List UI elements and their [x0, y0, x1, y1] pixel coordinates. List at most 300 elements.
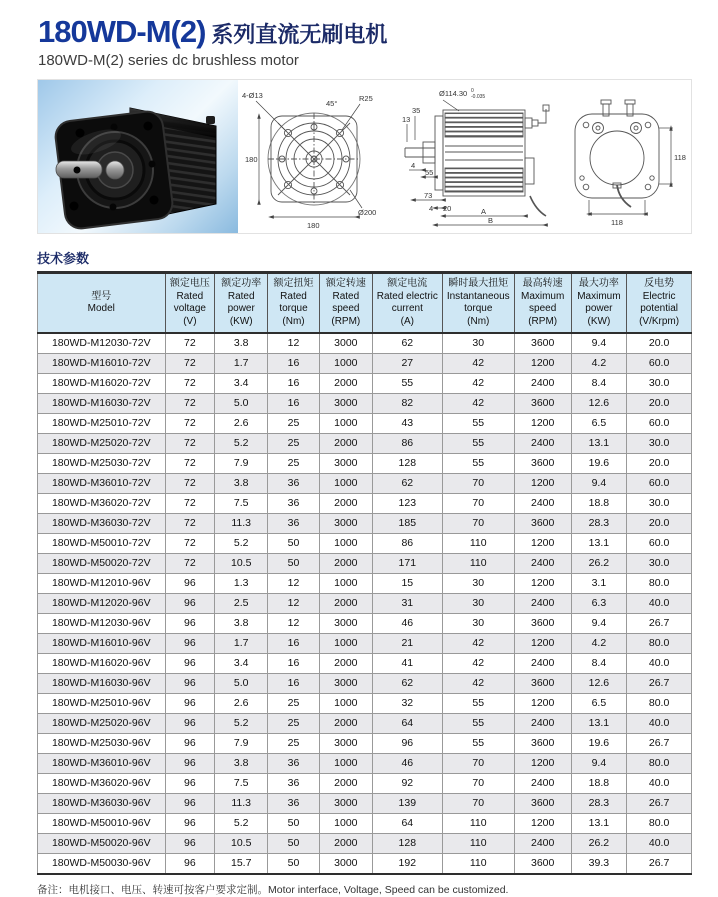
value-cell: 42: [442, 674, 514, 694]
model-cell: 180WD-M16030-96V: [38, 674, 166, 694]
value-cell: 10.5: [215, 834, 268, 854]
value-cell: 55: [442, 454, 514, 474]
value-cell: 40.0: [627, 594, 692, 614]
value-cell: 5.2: [215, 434, 268, 454]
value-cell: 2000: [319, 494, 372, 514]
table-head-row: [38, 273, 692, 334]
value-cell: 3.1: [571, 574, 627, 594]
model-cell: 180WD-M36010-72V: [38, 474, 166, 494]
value-cell: 86: [372, 434, 442, 454]
value-cell: 3000: [319, 454, 372, 474]
value-cell: 1000: [319, 414, 372, 434]
table-row: [38, 394, 692, 414]
table-row: [38, 614, 692, 634]
table-row: [38, 494, 692, 514]
value-cell: 20.0: [627, 454, 692, 474]
value-cell: 96: [165, 714, 215, 734]
value-cell: 185: [372, 514, 442, 534]
value-cell: 3.8: [215, 754, 268, 774]
value-cell: 13.1: [571, 534, 627, 554]
table-row: [38, 333, 692, 354]
value-cell: 1200: [514, 694, 571, 714]
product-figure-strip: [37, 79, 692, 234]
value-cell: 1200: [514, 414, 571, 434]
value-cell: 3000: [319, 674, 372, 694]
value-cell: 25: [268, 454, 320, 474]
dim-label: 55: [425, 168, 434, 177]
value-cell: 2400: [514, 774, 571, 794]
value-cell: 30: [442, 594, 514, 614]
value-cell: 70: [442, 474, 514, 494]
value-cell: 30.0: [627, 374, 692, 394]
dim-label: B: [488, 216, 494, 225]
footnote: 备注：电机接口、电压、转速可按客户要求定制。Motor interface, Voltage, Speed can be customized.: [37, 884, 509, 896]
value-cell: 20.0: [627, 394, 692, 414]
value-cell: 60.0: [627, 414, 692, 434]
value-cell: 96: [372, 734, 442, 754]
value-cell: 55: [372, 374, 442, 394]
value-cell: 40.0: [627, 714, 692, 734]
value-cell: 62: [372, 674, 442, 694]
value-cell: 50: [268, 554, 320, 574]
value-cell: 16: [268, 674, 320, 694]
table-row: [38, 754, 692, 774]
value-cell: 1000: [319, 754, 372, 774]
value-cell: 60.0: [627, 534, 692, 554]
value-cell: 2400: [514, 594, 571, 614]
value-cell: 36: [268, 494, 320, 514]
value-cell: 96: [165, 754, 215, 774]
value-cell: 80.0: [627, 694, 692, 714]
table-row: [38, 854, 692, 875]
value-cell: 16: [268, 374, 320, 394]
value-cell: 8.4: [571, 374, 627, 394]
motor-photo: [38, 80, 238, 233]
value-cell: 2400: [514, 494, 571, 514]
value-cell: 50: [268, 814, 320, 834]
model-cell: 180WD-M16030-72V: [38, 394, 166, 414]
value-cell: 8.4: [571, 654, 627, 674]
value-cell: 3000: [319, 794, 372, 814]
value-cell: 5.2: [215, 814, 268, 834]
model-cell: 180WD-M36020-96V: [38, 774, 166, 794]
table-row: [38, 714, 692, 734]
value-cell: 92: [372, 774, 442, 794]
value-cell: 20.0: [627, 333, 692, 354]
value-cell: 26.2: [571, 834, 627, 854]
value-cell: 27: [372, 354, 442, 374]
value-cell: 43: [372, 414, 442, 434]
value-cell: 13.1: [571, 434, 627, 454]
value-cell: 1200: [514, 754, 571, 774]
dim-label: 45°: [326, 99, 338, 108]
dim-label: -0.035: [471, 94, 486, 100]
value-cell: 72: [165, 514, 215, 534]
dim-label: 118: [611, 218, 623, 227]
value-cell: 1200: [514, 574, 571, 594]
spec-table: [37, 271, 692, 875]
value-cell: 96: [165, 634, 215, 654]
value-cell: 80.0: [627, 814, 692, 834]
value-cell: 36: [268, 474, 320, 494]
value-cell: 16: [268, 354, 320, 374]
spec-table-body: [38, 333, 692, 874]
value-cell: 3.8: [215, 474, 268, 494]
model-cell: 180WD-M16010-72V: [38, 354, 166, 374]
value-cell: 64: [372, 714, 442, 734]
table-row: [38, 794, 692, 814]
value-cell: 42: [442, 654, 514, 674]
value-cell: 96: [165, 814, 215, 834]
series-code: 180WD-M(2): [38, 14, 206, 49]
series-subtitle-en: 180WD-M(2) series dc brushless motor: [38, 52, 299, 69]
value-cell: 40.0: [627, 774, 692, 794]
value-cell: 80.0: [627, 754, 692, 774]
value-cell: 25: [268, 434, 320, 454]
table-row: [38, 474, 692, 494]
value-cell: 36: [268, 754, 320, 774]
value-cell: 96: [165, 674, 215, 694]
value-cell: 26.7: [627, 854, 692, 875]
value-cell: 10.5: [215, 554, 268, 574]
value-cell: 3600: [514, 514, 571, 534]
value-cell: 9.4: [571, 754, 627, 774]
value-cell: 32: [372, 694, 442, 714]
table-row: [38, 554, 692, 574]
value-cell: 11.3: [215, 514, 268, 534]
dim-label: Ø114.30: [439, 89, 468, 98]
value-cell: 3600: [514, 454, 571, 474]
value-cell: 40.0: [627, 834, 692, 854]
model-cell: 180WD-M25030-96V: [38, 734, 166, 754]
value-cell: 6.3: [571, 594, 627, 614]
value-cell: 2000: [319, 374, 372, 394]
value-cell: 96: [165, 774, 215, 794]
value-cell: 7.9: [215, 734, 268, 754]
column-header: 额定电压 Rated voltage (V): [165, 273, 215, 334]
table-row: [38, 454, 692, 474]
value-cell: 3600: [514, 854, 571, 875]
dim-label: 118: [674, 153, 686, 162]
value-cell: 96: [165, 834, 215, 854]
value-cell: 110: [442, 814, 514, 834]
model-cell: 180WD-M25020-72V: [38, 434, 166, 454]
value-cell: 3.4: [215, 374, 268, 394]
value-cell: 2000: [319, 654, 372, 674]
column-header: 额定功率 Rated power (KW): [215, 273, 268, 334]
value-cell: 50: [268, 834, 320, 854]
value-cell: 3000: [319, 614, 372, 634]
value-cell: 3600: [514, 794, 571, 814]
column-header: 瞬时最大扭矩 Instantaneous torque (Nm): [442, 273, 514, 334]
value-cell: 139: [372, 794, 442, 814]
value-cell: 110: [442, 534, 514, 554]
value-cell: 72: [165, 414, 215, 434]
value-cell: 30: [442, 333, 514, 354]
table-row: [38, 814, 692, 834]
value-cell: 42: [442, 374, 514, 394]
value-cell: 1.7: [215, 634, 268, 654]
value-cell: 36: [268, 514, 320, 534]
value-cell: 42: [442, 354, 514, 374]
value-cell: 15.7: [215, 854, 268, 875]
dim-label: 4: [429, 204, 434, 213]
dim-label: 73: [424, 191, 433, 200]
value-cell: 6.5: [571, 694, 627, 714]
value-cell: 16: [268, 654, 320, 674]
column-header: 最大功率 Maximum power (KW): [571, 273, 627, 334]
value-cell: 72: [165, 494, 215, 514]
value-cell: 1200: [514, 634, 571, 654]
rear-view-drawing: [553, 80, 691, 233]
value-cell: 26.7: [627, 734, 692, 754]
value-cell: 3600: [514, 674, 571, 694]
value-cell: 4.2: [571, 634, 627, 654]
dim-label: 4: [411, 161, 416, 170]
value-cell: 96: [165, 594, 215, 614]
model-cell: 180WD-M50020-72V: [38, 554, 166, 574]
value-cell: 72: [165, 394, 215, 414]
value-cell: 2400: [514, 654, 571, 674]
column-header: 反电势 Electric potential (V/Krpm): [627, 273, 692, 334]
value-cell: 3600: [514, 333, 571, 354]
model-cell: 180WD-M50010-72V: [38, 534, 166, 554]
value-cell: 16: [268, 634, 320, 654]
table-row: [38, 434, 692, 454]
value-cell: 3600: [514, 734, 571, 754]
value-cell: 70: [442, 794, 514, 814]
model-cell: 180WD-M36030-96V: [38, 794, 166, 814]
value-cell: 1200: [514, 814, 571, 834]
value-cell: 1000: [319, 634, 372, 654]
table-row: [38, 594, 692, 614]
value-cell: 1.7: [215, 354, 268, 374]
value-cell: 3.8: [215, 614, 268, 634]
value-cell: 3600: [514, 614, 571, 634]
value-cell: 2000: [319, 774, 372, 794]
value-cell: 30: [442, 574, 514, 594]
value-cell: 46: [372, 614, 442, 634]
model-cell: 180WD-M12030-96V: [38, 614, 166, 634]
model-cell: 180WD-M50030-96V: [38, 854, 166, 875]
value-cell: 3000: [319, 854, 372, 875]
value-cell: 70: [442, 514, 514, 534]
model-cell: 180WD-M12020-96V: [38, 594, 166, 614]
value-cell: 72: [165, 454, 215, 474]
value-cell: 70: [442, 494, 514, 514]
model-cell: 180WD-M36010-96V: [38, 754, 166, 774]
table-row: [38, 354, 692, 374]
value-cell: 96: [165, 854, 215, 875]
model-cell: 180WD-M25010-72V: [38, 414, 166, 434]
model-cell: 180WD-M12010-96V: [38, 574, 166, 594]
value-cell: 28.3: [571, 514, 627, 534]
value-cell: 12: [268, 594, 320, 614]
value-cell: 96: [165, 614, 215, 634]
value-cell: 2400: [514, 834, 571, 854]
value-cell: 96: [165, 794, 215, 814]
value-cell: 1.3: [215, 574, 268, 594]
value-cell: 55: [442, 694, 514, 714]
value-cell: 64: [372, 814, 442, 834]
value-cell: 31: [372, 594, 442, 614]
value-cell: 123: [372, 494, 442, 514]
value-cell: 30.0: [627, 434, 692, 454]
table-row: [38, 654, 692, 674]
value-cell: 41: [372, 654, 442, 674]
value-cell: 39.3: [571, 854, 627, 875]
value-cell: 16: [268, 394, 320, 414]
value-cell: 1000: [319, 354, 372, 374]
model-cell: 180WD-M25010-96V: [38, 694, 166, 714]
value-cell: 12: [268, 614, 320, 634]
value-cell: 2400: [514, 554, 571, 574]
value-cell: 55: [442, 434, 514, 454]
column-header: 额定电流 Rated electric current (A): [372, 273, 442, 334]
table-row: [38, 734, 692, 754]
value-cell: 7.5: [215, 494, 268, 514]
value-cell: 1000: [319, 814, 372, 834]
value-cell: 42: [442, 394, 514, 414]
value-cell: 1000: [319, 574, 372, 594]
series-title-cn: 系列直流无刷电机: [211, 22, 388, 47]
value-cell: 96: [165, 734, 215, 754]
value-cell: 1000: [319, 694, 372, 714]
value-cell: 1200: [514, 534, 571, 554]
value-cell: 18.8: [571, 494, 627, 514]
value-cell: 2000: [319, 434, 372, 454]
value-cell: 171: [372, 554, 442, 574]
value-cell: 3600: [514, 394, 571, 414]
value-cell: 42: [442, 634, 514, 654]
value-cell: 3000: [319, 514, 372, 534]
value-cell: 2400: [514, 434, 571, 454]
value-cell: 6.5: [571, 414, 627, 434]
value-cell: 21: [372, 634, 442, 654]
side-view-drawing: [385, 80, 553, 233]
dim-label: Ø200: [358, 208, 377, 217]
value-cell: 36: [268, 794, 320, 814]
table-row: [38, 534, 692, 554]
value-cell: 5.2: [215, 534, 268, 554]
value-cell: 70: [442, 774, 514, 794]
value-cell: 12.6: [571, 674, 627, 694]
table-row: [38, 634, 692, 654]
model-cell: 180WD-M36030-72V: [38, 514, 166, 534]
table-row: [38, 374, 692, 394]
model-cell: 180WD-M12030-72V: [38, 333, 166, 354]
value-cell: 20.0: [627, 514, 692, 534]
section-heading-tech-params: 技术参数: [37, 251, 90, 266]
value-cell: 80.0: [627, 574, 692, 594]
value-cell: 30: [442, 614, 514, 634]
value-cell: 110: [442, 854, 514, 875]
value-cell: 15: [372, 574, 442, 594]
motor-photo-illustration: [38, 80, 238, 233]
value-cell: 40.0: [627, 654, 692, 674]
value-cell: 72: [165, 534, 215, 554]
value-cell: 19.6: [571, 734, 627, 754]
dim-label: 35: [412, 106, 421, 115]
value-cell: 62: [372, 333, 442, 354]
value-cell: 26.7: [627, 674, 692, 694]
value-cell: 9.4: [571, 333, 627, 354]
value-cell: 72: [165, 374, 215, 394]
model-cell: 180WD-M16020-96V: [38, 654, 166, 674]
dim-label: 0: [471, 88, 474, 94]
value-cell: 3000: [319, 333, 372, 354]
value-cell: 19.6: [571, 454, 627, 474]
value-cell: 25: [268, 694, 320, 714]
dim-label: 180: [307, 221, 320, 230]
model-cell: 180WD-M50020-96V: [38, 834, 166, 854]
value-cell: 9.4: [571, 474, 627, 494]
value-cell: 60.0: [627, 354, 692, 374]
value-cell: 72: [165, 434, 215, 454]
value-cell: 82: [372, 394, 442, 414]
value-cell: 110: [442, 834, 514, 854]
table-row: [38, 834, 692, 854]
value-cell: 25: [268, 714, 320, 734]
model-cell: 180WD-M50010-96V: [38, 814, 166, 834]
value-cell: 50: [268, 534, 320, 554]
dim-label: 20: [443, 204, 452, 213]
value-cell: 25: [268, 414, 320, 434]
value-cell: 72: [165, 354, 215, 374]
value-cell: 55: [442, 414, 514, 434]
value-cell: 7.5: [215, 774, 268, 794]
value-cell: 2000: [319, 714, 372, 734]
value-cell: 3000: [319, 394, 372, 414]
model-cell: 180WD-M36020-72V: [38, 494, 166, 514]
value-cell: 1000: [319, 534, 372, 554]
value-cell: 96: [165, 574, 215, 594]
dim-label: R25: [359, 94, 373, 103]
value-cell: 46: [372, 754, 442, 774]
dim-label: 4-Ø13: [242, 91, 263, 100]
value-cell: 3.8: [215, 333, 268, 354]
value-cell: 70: [442, 754, 514, 774]
value-cell: 9.4: [571, 614, 627, 634]
value-cell: 60.0: [627, 474, 692, 494]
value-cell: 2400: [514, 714, 571, 734]
value-cell: 13.1: [571, 714, 627, 734]
value-cell: 1200: [514, 354, 571, 374]
value-cell: 18.8: [571, 774, 627, 794]
value-cell: 128: [372, 454, 442, 474]
value-cell: 5.0: [215, 674, 268, 694]
value-cell: 30.0: [627, 494, 692, 514]
value-cell: 110: [442, 554, 514, 574]
value-cell: 128: [372, 834, 442, 854]
value-cell: 12: [268, 574, 320, 594]
value-cell: 86: [372, 534, 442, 554]
model-cell: 180WD-M25030-72V: [38, 454, 166, 474]
value-cell: 25: [268, 734, 320, 754]
model-cell: 180WD-M16010-96V: [38, 634, 166, 654]
table-row: [38, 694, 692, 714]
value-cell: 28.3: [571, 794, 627, 814]
value-cell: 30.0: [627, 554, 692, 574]
page-title: [38, 14, 718, 50]
value-cell: 12.6: [571, 394, 627, 414]
model-cell: 180WD-M25020-96V: [38, 714, 166, 734]
value-cell: 2.6: [215, 694, 268, 714]
value-cell: 96: [165, 694, 215, 714]
dim-label: 13: [402, 115, 411, 124]
table-row: [38, 574, 692, 594]
column-header: 最高转速 Maximum speed (RPM): [514, 273, 571, 334]
